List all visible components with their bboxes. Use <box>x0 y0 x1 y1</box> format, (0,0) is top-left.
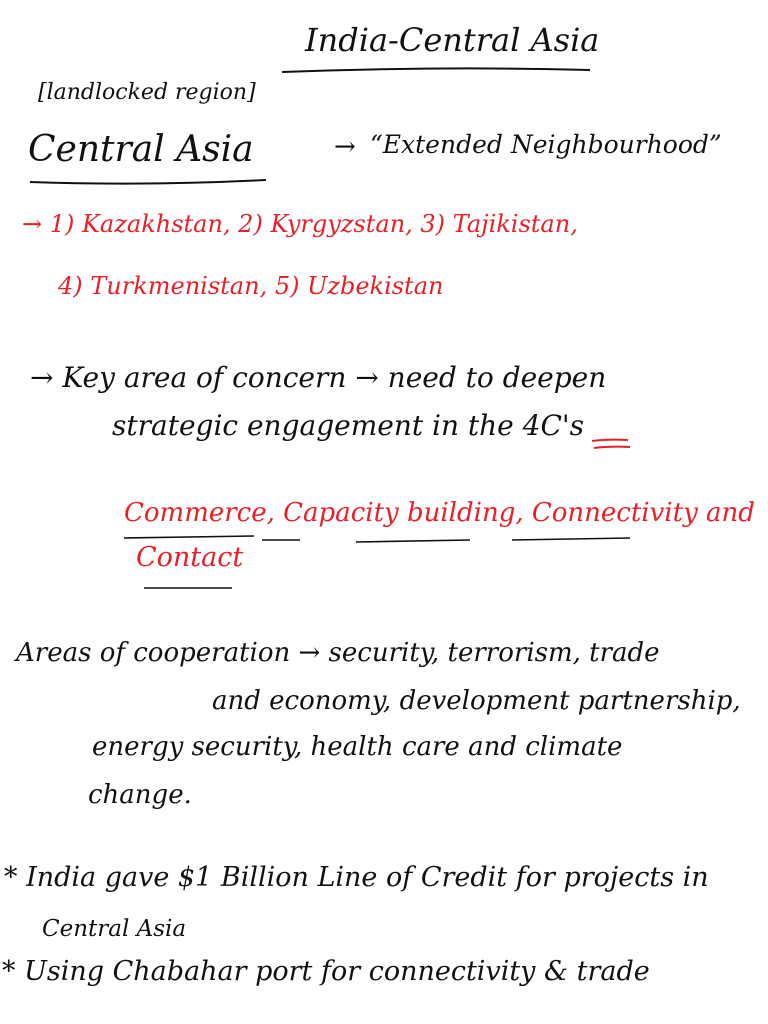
key-concern-line-1: → Key area of concern → need to deepen <box>30 361 607 394</box>
areas-line-4: change. <box>88 780 192 810</box>
key-concern-line-2: strategic engagement in the 4C's <box>112 409 584 442</box>
connectivity-underline <box>512 538 630 540</box>
central-asia-heading: Central Asia <box>28 129 254 170</box>
building-underline <box>356 540 470 542</box>
landlocked-note: [landlocked region] <box>38 80 256 105</box>
title-underline <box>282 68 590 72</box>
countries-line-2: 4) Turkmenistan, 5) Uzbekistan <box>58 272 444 300</box>
four-cs-line-2: Contact <box>136 542 244 573</box>
four-cs-underline-2 <box>594 447 630 448</box>
bullet-1-line-2: Central Asia <box>42 916 187 942</box>
commerce-underline <box>124 536 254 538</box>
areas-line-1: Areas of cooperation → security, terrorism, trade <box>16 638 660 668</box>
areas-line-3: energy security, health care and climate <box>92 732 623 762</box>
heading-underline <box>30 180 266 184</box>
four-cs-line-1: Commerce, Capacity building, Connectivity and <box>124 498 755 528</box>
four-cs-underline <box>592 440 628 441</box>
areas-line-2: and economy, development partnership, <box>212 686 741 716</box>
bullet-1-line-1: * India gave $1 Billion Line of Credit for projects in <box>4 862 709 893</box>
countries-line-1: → 1) Kazakhstan, 2) Kyrgyzstan, 3) Tajikistan, <box>22 210 578 238</box>
bullet-2: * Using Chabahar port for connectivity & trade <box>2 956 650 987</box>
extended-neighbourhood-note: “Extended Neighbourhood” <box>370 130 722 159</box>
page-title: India-Central Asia <box>305 21 600 59</box>
arrow-icon: → <box>334 132 356 162</box>
